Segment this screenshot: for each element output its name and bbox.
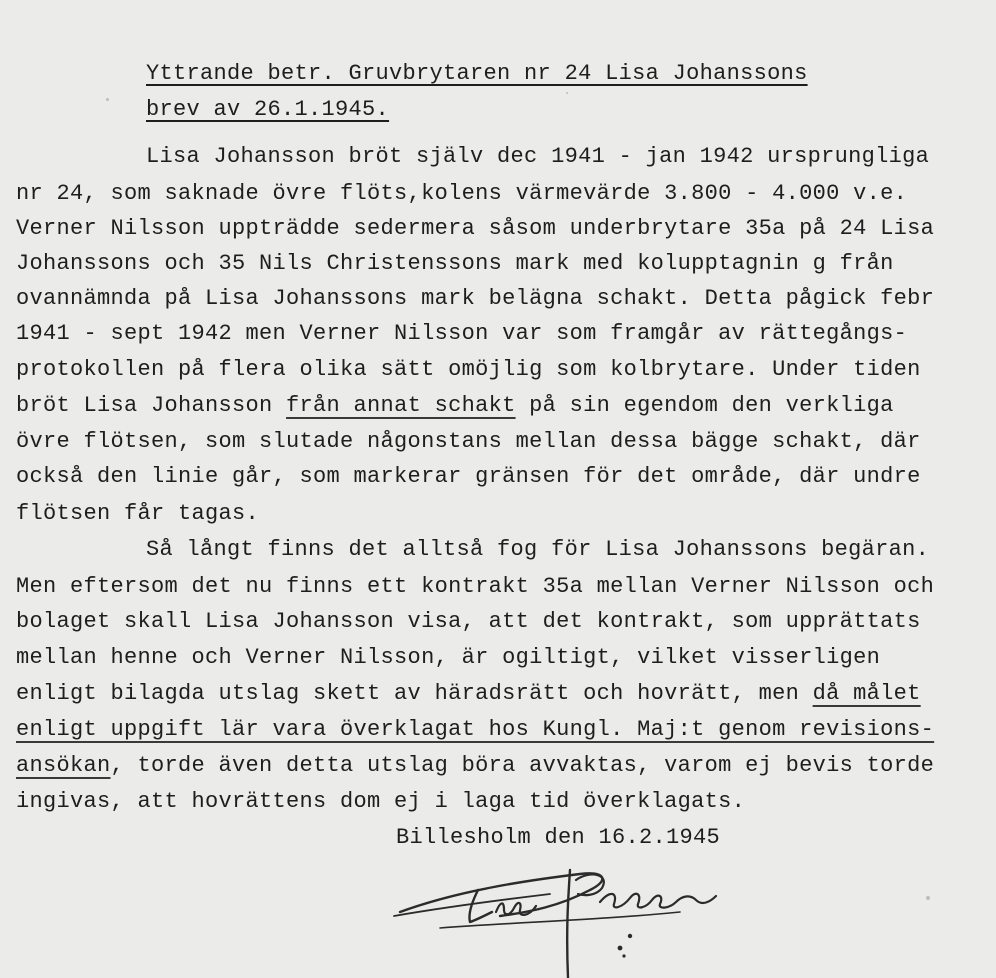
p2-line-6 [16, 716, 934, 744]
p1-line-3: Verner Nilsson uppträdde sedermera såsom underbrytare 35a på 24 Lisa [16, 216, 935, 241]
paper-speck [926, 896, 930, 900]
p2-line-8: ingivas, att hovrättens dom ej i laga tid överklagats. [16, 789, 746, 814]
handwritten-signature [380, 850, 740, 978]
p2-line-4: mellan henne och Verner Nilsson, är ogiltigt, vilket visserligen [16, 645, 881, 670]
p1-line-8 [16, 392, 894, 420]
p2-handwritten-underline-2: enligt uppgift lär vara överklagat hos Kungl. Maj:t genom revisions- [16, 717, 935, 742]
p2-handwritten-underline-1: då målet [812, 681, 921, 706]
p1-line-8-text-end: på sin egendom den verkliga [515, 393, 894, 418]
p2-handwritten-underline-3: ansökan [16, 753, 111, 778]
p1-line-9: övre flötsen, som slutade någonstans mellan dessa bägge schakt, där [16, 429, 921, 454]
p1-line-4: Johanssons och 35 Nils Christenssons mark med kolupptagnin g från [16, 251, 894, 276]
title-line-1: Yttrande betr. Gruvbrytaren nr 24 Lisa Johanssons [146, 61, 808, 86]
p2-line-3: bolaget skall Lisa Johansson visa, att det kontrakt, som upprättats [16, 609, 921, 634]
p1-line-7: protokollen på flera olika sätt omöjlig som kolbrytare. Under tiden [16, 357, 921, 382]
p2-line-2: Men eftersom det nu finns ett kontrakt 35a mellan Verner Nilsson och [16, 574, 935, 599]
p1-line-6: 1941 - sept 1942 men Verner Nilsson var som framgår av rättegångs- [16, 321, 908, 346]
paper-speck [566, 92, 568, 94]
p2-line-7-text-end: , torde även detta utslag böra avvaktas, varom ej bevis torde [110, 753, 935, 778]
p1-line-2: nr 24, som saknade övre flöts,kolens värmevärde 3.800 - 4.000 v.e. [16, 181, 908, 206]
p1-handwritten-underline: från annat schakt [286, 393, 516, 418]
p2-line-5 [16, 680, 921, 708]
p2-line-5-text: enligt bilagda utslag skett av häradsrätt och hovrätt, men [16, 681, 813, 706]
p1-line-5: ovannämnda på Lisa Johanssons mark belägna schakt. Detta pågick febr [16, 286, 935, 311]
p2-line-7 [16, 752, 934, 780]
p1-line-10: också den linie går, som markerar gränsen för det område, där undre [16, 464, 921, 489]
title-line-2: brev av 26.1.1945. [146, 97, 390, 122]
p1-line-1: Lisa Johansson bröt själv dec 1941 - jan 1942 ursprungliga [146, 144, 930, 169]
p1-line-8-text: bröt Lisa Johansson [16, 393, 287, 418]
paper-speck [106, 98, 109, 101]
p2-line-1: Så långt finns det alltså fog för Lisa Johanssons begäran. [146, 537, 930, 562]
place-date: Billesholm den 16.2.1945 [396, 825, 721, 850]
p1-line-11: flötsen får tagas. [16, 501, 260, 526]
